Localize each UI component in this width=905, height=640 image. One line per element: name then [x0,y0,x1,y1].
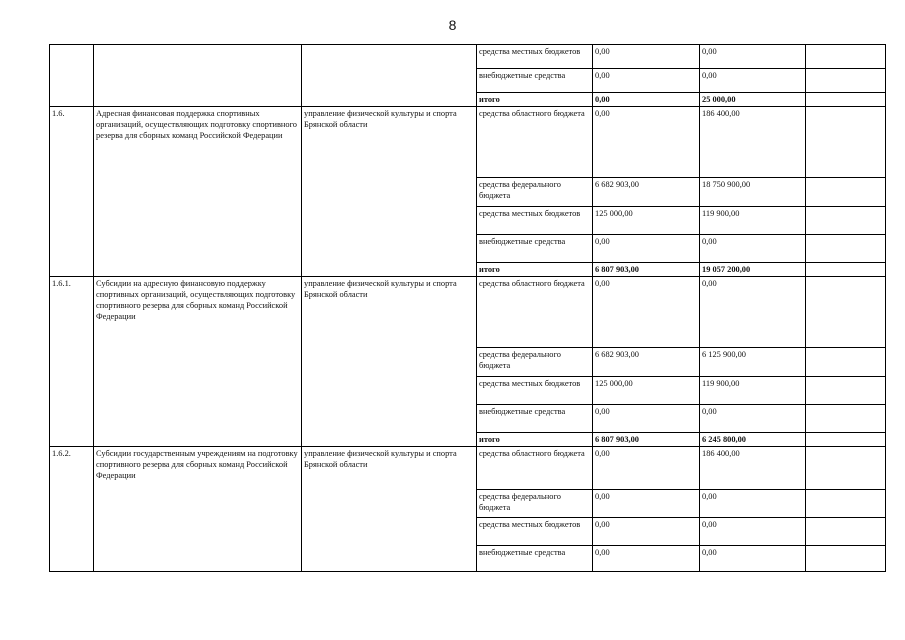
empty-cell [806,178,886,207]
amount-cell: 0,00 [593,518,700,546]
amount-cell: 6 125 900,00 [700,348,806,377]
amount-cell: 125 000,00 [593,207,700,235]
budget-table [49,44,886,572]
funding-source: итого [477,433,593,447]
empty-cell [806,405,886,433]
item-executor: управление физической культуры и спорта Брянской области [302,447,477,572]
page-number: 8 [448,17,457,33]
amount-cell: 0,00 [593,235,700,263]
amount-cell: 0,00 [700,69,806,93]
item-number: 1.6.2. [50,447,94,572]
amount-cell: 0,00 [593,546,700,572]
empty-cell [806,490,886,518]
item-executor [302,45,477,107]
amount-cell: 25 000,00 [700,93,806,107]
empty-cell [806,447,886,490]
table-row [50,447,886,490]
funding-source: средства федерального бюджета [477,490,593,518]
amount-cell: 19 057 200,00 [700,263,806,277]
item-name: Субсидии на адресную финансовую поддержку спортивных организаций, осуществляющих подготовку спортивного резерва для сборных команд Российской Федерации [94,277,302,447]
table-body [50,45,886,572]
amount-cell: 0,00 [593,93,700,107]
funding-source: средства местных бюджетов [477,45,593,69]
funding-source: средства местных бюджетов [477,518,593,546]
funding-source: внебюджетные средства [477,405,593,433]
item-number: 1.6.1. [50,277,94,447]
funding-source: средства областного бюджета [477,447,593,490]
funding-source: средства областного бюджета [477,277,593,348]
item-number [50,45,94,107]
funding-source: внебюджетные средства [477,546,593,572]
empty-cell [806,433,886,447]
funding-source: средства областного бюджета [477,107,593,178]
amount-cell: 0,00 [593,277,700,348]
item-number: 1.6. [50,107,94,277]
item-executor: управление физической культуры и спорта Брянской области [302,107,477,277]
amount-cell: 6 682 903,00 [593,348,700,377]
amount-cell: 0,00 [593,107,700,178]
amount-cell: 0,00 [593,69,700,93]
amount-cell: 119 900,00 [700,207,806,235]
amount-cell: 0,00 [593,490,700,518]
amount-cell: 0,00 [700,405,806,433]
amount-cell: 0,00 [593,45,700,69]
empty-cell [806,546,886,572]
funding-source: итого [477,93,593,107]
empty-cell [806,277,886,348]
empty-cell [806,263,886,277]
item-executor: управление физической культуры и спорта Брянской области [302,277,477,447]
amount-cell: 0,00 [700,518,806,546]
empty-cell [806,377,886,405]
empty-cell [806,348,886,377]
amount-cell: 6 682 903,00 [593,178,700,207]
funding-source: средства местных бюджетов [477,377,593,405]
funding-source: итого [477,263,593,277]
amount-cell: 119 900,00 [700,377,806,405]
empty-cell [806,45,886,69]
table-row [50,107,886,178]
amount-cell: 0,00 [700,235,806,263]
empty-cell [806,207,886,235]
amount-cell: 0,00 [593,447,700,490]
empty-cell [806,518,886,546]
table-row [50,277,886,348]
amount-cell: 18 750 900,00 [700,178,806,207]
item-name: Субсидии государственным учреждениям на подготовку спортивного резерва для сборных команд Российской Федерации [94,447,302,572]
funding-source: внебюджетные средства [477,69,593,93]
empty-cell [806,235,886,263]
amount-cell: 186 400,00 [700,447,806,490]
empty-cell [806,93,886,107]
amount-cell: 6 807 903,00 [593,433,700,447]
item-name [94,45,302,107]
amount-cell: 6 807 903,00 [593,263,700,277]
amount-cell: 0,00 [700,45,806,69]
funding-source: внебюджетные средства [477,235,593,263]
amount-cell: 6 245 800,00 [700,433,806,447]
amount-cell: 0,00 [700,490,806,518]
amount-cell: 0,00 [593,405,700,433]
funding-source: средства федерального бюджета [477,348,593,377]
item-name: Адресная финансовая поддержка спортивных организаций, осуществляющих подготовку спортивного резерва для сборных команд Российской Федерации [94,107,302,277]
empty-cell [806,69,886,93]
funding-source: средства федерального бюджета [477,178,593,207]
funding-source: средства местных бюджетов [477,207,593,235]
empty-cell [806,107,886,178]
amount-cell: 125 000,00 [593,377,700,405]
amount-cell: 0,00 [700,546,806,572]
amount-cell: 186 400,00 [700,107,806,178]
table-row [50,45,886,69]
amount-cell: 0,00 [700,277,806,348]
